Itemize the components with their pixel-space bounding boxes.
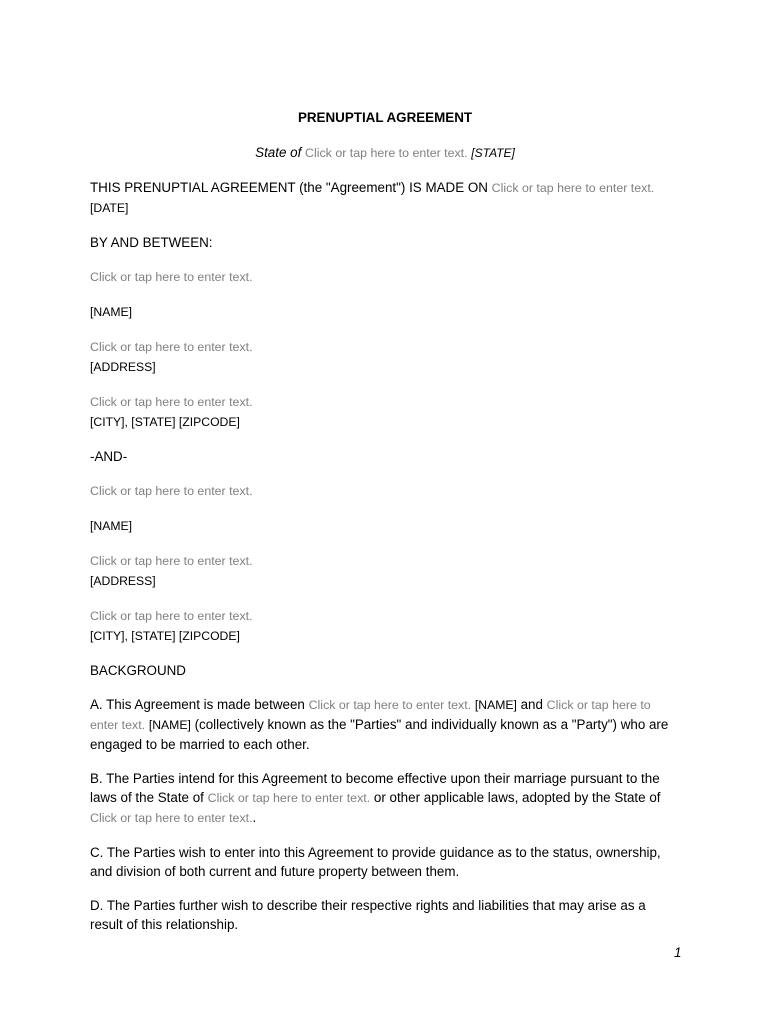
background-paragraph-c: C. The Parties wish to enter into this Agreement to provide guidance as to the status, ownership, and division of both current and future property between them.: [90, 845, 661, 879]
background-paragraph-a: [90, 695, 680, 754]
party1-name-tag: [90, 302, 680, 322]
party2-name-tag-text: [NAME]: [90, 519, 132, 533]
party1-name-tag-text: [NAME]: [90, 305, 132, 319]
intro-paragraph: [90, 178, 680, 218]
state-field[interactable]: Click or tap here to enter text.: [305, 146, 468, 160]
para-b-state-field-1[interactable]: Click or tap here to enter text.: [207, 791, 371, 805]
party1-name-block: [90, 267, 680, 287]
background-paragraph-d: D. The Parties further wish to describe their respective rights and liabilities that may arise as a result of this relationship.: [90, 898, 646, 932]
party2-name-field[interactable]: Click or tap here to enter text.: [90, 484, 253, 498]
para-a-text-2: (collectively known as the "Parties" and individually known as a "Party") who are engaged to be married to each other.: [90, 717, 669, 752]
document-body: [90, 108, 680, 949]
party1-address-field[interactable]: Click or tap here to enter text.: [90, 340, 253, 354]
para-a-name-tag-1: [NAME]: [474, 698, 517, 712]
date-field[interactable]: Click or tap here to enter text.: [491, 181, 655, 195]
para-b-text-2: or other applicable laws, adopted by the State of: [373, 790, 661, 805]
party1-city-field[interactable]: Click or tap here to enter text.: [90, 395, 253, 409]
date-tag: [DATE]: [90, 201, 129, 215]
state-line: [90, 143, 680, 163]
document-title: PRENUPTIAL AGREEMENT: [297, 110, 473, 125]
between-label: BY AND BETWEEN:: [90, 235, 213, 250]
party1-city-block: [90, 392, 680, 432]
and-label: -AND-: [90, 449, 128, 464]
party2-name-tag: [90, 516, 680, 536]
para-a-name2-field[interactable]: Click or tap here to enter text.: [90, 698, 651, 732]
para-b-text-1: B. The Parties intend for this Agreement to become effective upon their marriage pursuant to the laws of the State of: [90, 771, 660, 805]
party2-address-tag: [ADDRESS]: [90, 574, 156, 588]
para-a-name-tag-2: [NAME]: [148, 718, 191, 732]
para-a-name1-field[interactable]: Click or tap here to enter text.: [308, 698, 472, 712]
party1-city-tag: [CITY], [STATE] [ZIPCODE]: [90, 415, 240, 429]
party1-address-tag: [ADDRESS]: [90, 360, 156, 374]
para-b-end: .: [252, 810, 257, 825]
para-a-and: and: [520, 697, 543, 712]
party2-city-field[interactable]: Click or tap here to enter text.: [90, 609, 253, 623]
background-paragraph-b: [90, 769, 680, 828]
party1-name-field[interactable]: Click or tap here to enter text.: [90, 270, 253, 284]
party2-city-tag: [CITY], [STATE] [ZIPCODE]: [90, 629, 240, 643]
state-of-label: State of: [255, 145, 302, 160]
background-heading: BACKGROUND: [90, 663, 186, 678]
party2-address-field[interactable]: Click or tap here to enter text.: [90, 554, 253, 568]
intro-text: THIS PRENUPTIAL AGREEMENT (the "Agreement") IS MADE ON: [90, 180, 488, 195]
para-b-state-field-2[interactable]: Click or tap here to enter text.: [90, 811, 253, 825]
party2-city-block: [90, 606, 680, 646]
party2-address-block: [90, 551, 680, 591]
party2-name-block: [90, 481, 680, 501]
page-number: 1: [674, 945, 682, 960]
state-tag: [STATE]: [471, 146, 515, 160]
para-a-text-1: A. This Agreement is made between: [90, 697, 305, 712]
party1-address-block: [90, 337, 680, 377]
